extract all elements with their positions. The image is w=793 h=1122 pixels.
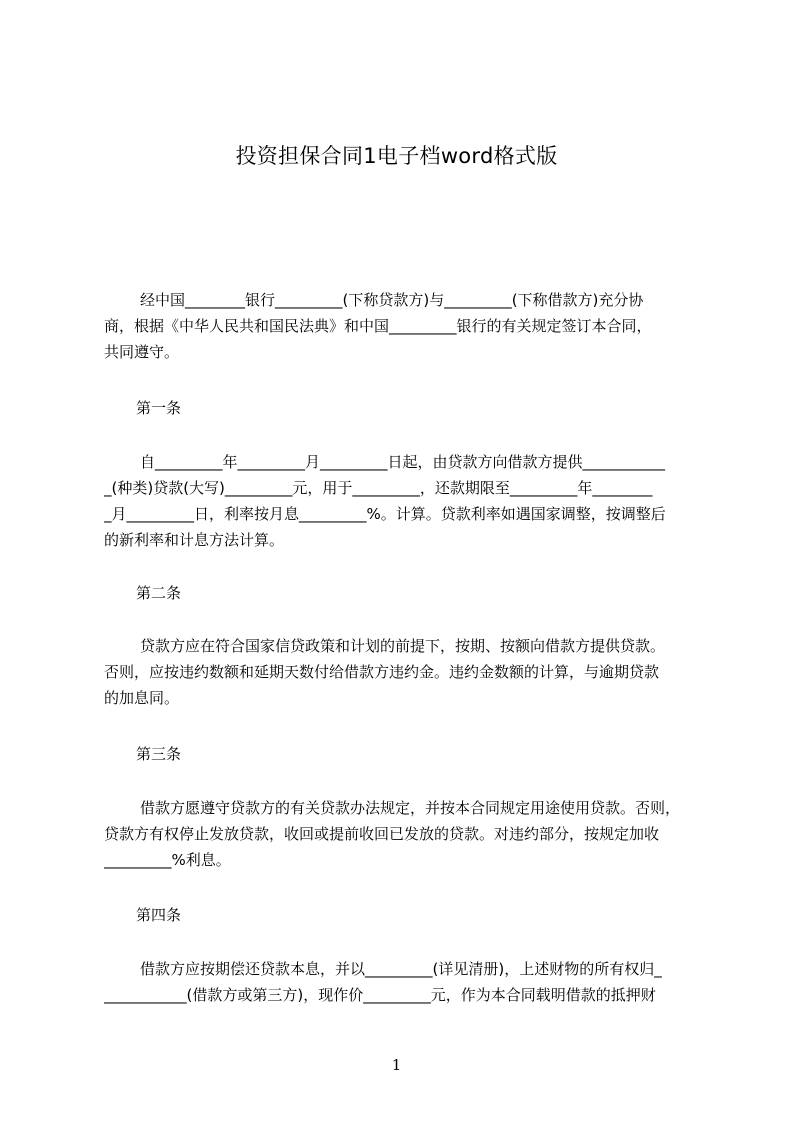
- preamble-paragraph: [104, 287, 704, 365]
- article-2-heading: 第二条: [136, 584, 182, 602]
- paragraph-line: 否则，应按违约数额和延期天数付给借款方违约金。违约金数额的计算，与逾期贷款: [104, 663, 660, 681]
- article-3-heading: 第三条: [136, 745, 182, 763]
- paragraph-line: _月_________日，利率按月息_________%。计算。贷款利率如遇国家调整，按调整后: [104, 505, 666, 523]
- article-1-heading: 第一条: [136, 399, 182, 417]
- paragraph-line: 商，根据《中华人民共和国民法典》和中国_________银行的有关规定签订本合同，: [104, 317, 652, 335]
- paragraph-line: 贷款方有权停止发放贷款，收回或提前收回已发放的贷款。对违约部分，按规定加收: [104, 825, 660, 843]
- paragraph-line: _________%利息。: [104, 851, 231, 869]
- paragraph-line: _(种类)贷款(大写)_________元，用于_________，还款期限至_________年________: [104, 479, 653, 497]
- paragraph-line: 自_________年_________月_________日起，由贷款方向借款方提供___________: [140, 453, 666, 471]
- article-3-paragraph: [104, 795, 704, 873]
- paragraph-line: 贷款方应在符合国家信贷政策和计划的前提下，按期、按额向借款方提供贷款。: [140, 637, 666, 655]
- paragraph-line: 共同遵守。: [104, 343, 180, 361]
- document-title: 投资担保合同1电子档word格式版: [235, 144, 558, 168]
- article-2-paragraph: [104, 633, 704, 711]
- paragraph-line: 借款方应按期偿还贷款本息，并以_________(详见清册)，上述财物的所有权归_: [140, 960, 662, 978]
- paragraph-line: 借款方愿遵守贷款方的有关贷款办法规定，并按本合同规定用途使用贷款。否则，: [140, 799, 681, 817]
- article-4-paragraph: [104, 956, 704, 1008]
- article-1-paragraph: [104, 449, 704, 553]
- paragraph-line: 的加息同。: [104, 689, 180, 707]
- article-4-heading: 第四条: [136, 906, 182, 924]
- page-number: 1: [391, 1056, 402, 1074]
- paragraph-line: 的新利率和计息方法计算。: [104, 531, 285, 549]
- paragraph-line: 经中国________银行_________(下称贷款方)与_________(下称借款方)充分协: [140, 291, 644, 309]
- paragraph-line: ___________(借款方或第三方)，现作价_________元，作为本合同载明借款的抵押财: [104, 986, 656, 1004]
